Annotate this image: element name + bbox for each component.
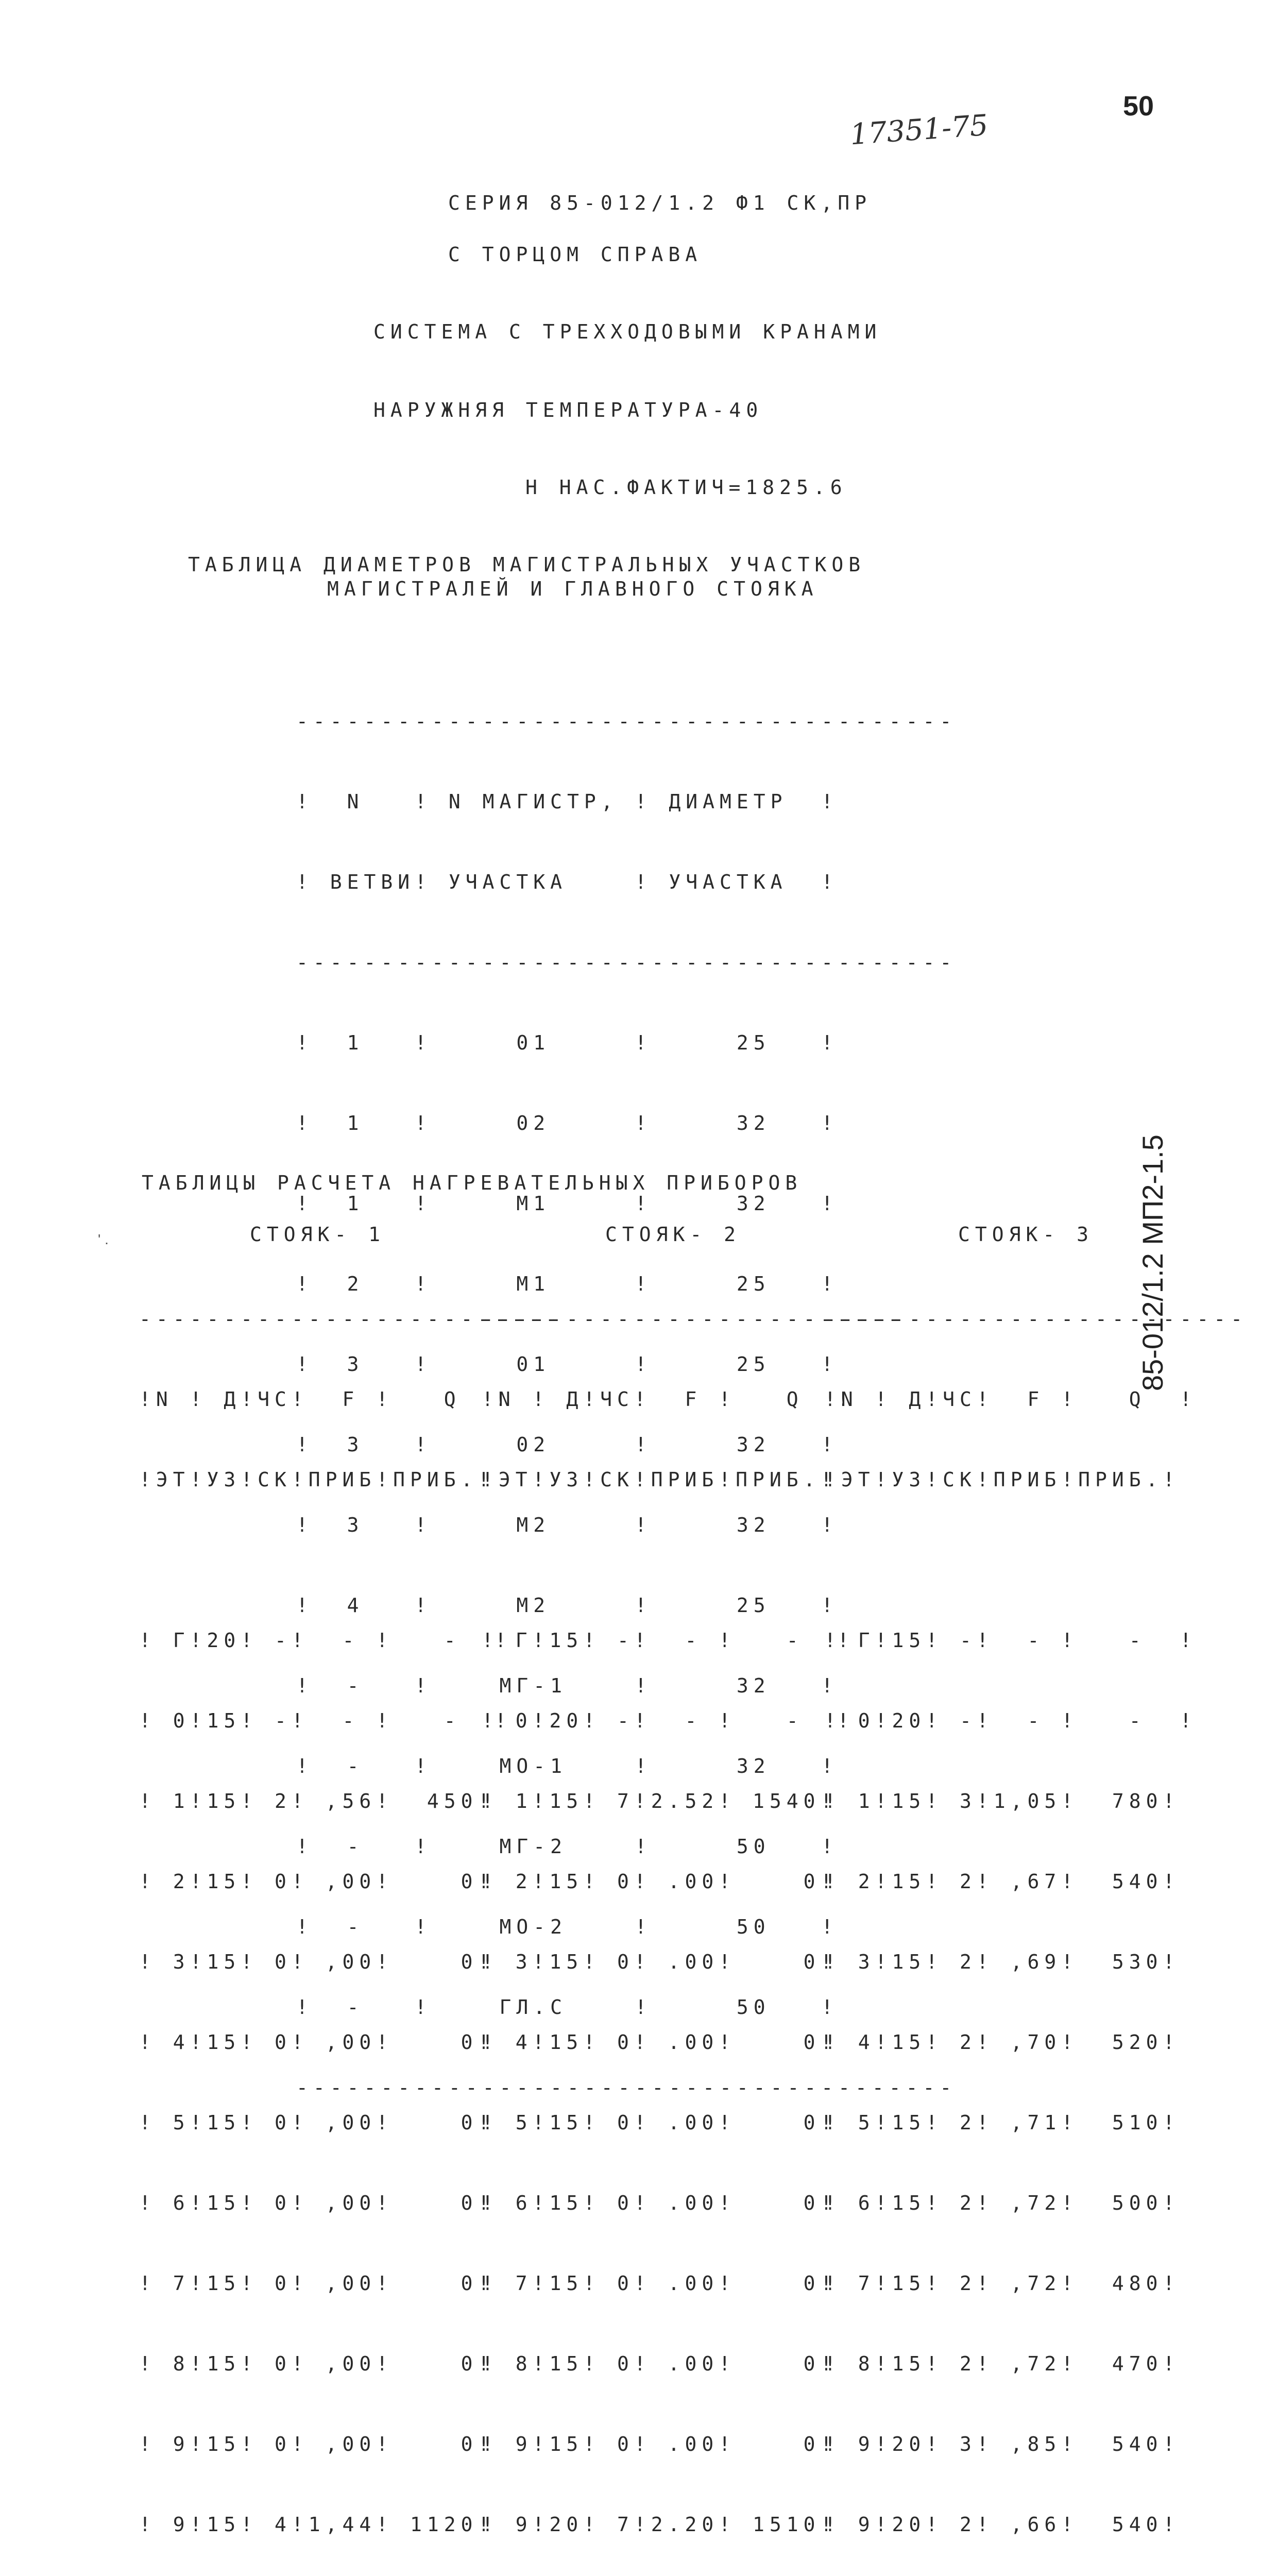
heater-table-row: ! 0!20! -! - ! - ! — [482, 1709, 855, 1732]
h-nas-line: Н НАС.ФАКТИЧ=1825.6 — [525, 476, 847, 499]
heater-table-row: ! 4!15! 0! ,00! 0! — [139, 2031, 495, 2054]
heater-table-row: ! 3!15! 2! ,69! 530! — [824, 1951, 1180, 1973]
diameters-table-row: ! 4 ! М2 ! 25 ! — [296, 1594, 839, 1617]
diameters-table-row: ! - ! ГЛ.С ! 50 ! — [296, 1996, 839, 2019]
heater-table-row: ! 6!15! 0! ,00! 0! — [139, 2192, 495, 2214]
heater-table-row: ! 5!15! 2! ,71! 510! — [824, 2111, 1180, 2134]
heater-table-rule: ------------------------- — [139, 1308, 563, 1330]
heater-table-row: ! 9!15! 0! .00! 0! — [482, 2433, 838, 2455]
heaters-title: ТАБЛИЦЫ РАСЧЕТА НАГРЕВАТЕЛЬНЫХ ПРИБОРОВ — [142, 1172, 803, 1194]
heater-table-row: ! 5!15! 0! ,00! 0! — [139, 2111, 495, 2134]
heater-table-row: ! 3!15! 0! .00! 0! — [482, 1951, 838, 1973]
heater-table-row: ! Г!15! -! - ! - ! — [482, 1629, 855, 1652]
heater-table-row: ! 7!15! 0! .00! 0! — [482, 2272, 838, 2295]
variant-line: С ТОРЦОМ СПРАВА — [448, 243, 703, 266]
diameters-table-row: ! 3 ! 02 ! 32 ! — [296, 1433, 839, 1456]
heater-table-row: ! 2!15! 0! ,00! 0! — [139, 1870, 495, 1893]
heater-table-row: ! 7!15! 0! ,00! 0! — [139, 2272, 495, 2295]
heater-table-row: ! 8!15! 0! .00! 0! — [482, 2352, 838, 2375]
heater-table-rule: ------------------------- — [824, 1308, 1248, 1330]
riser-2-title: СТОЯК- 2 — [605, 1223, 741, 1246]
diameters-table-row: ! - ! МО-2 ! 50 ! — [296, 1916, 839, 1938]
diameters-table-row: ! 3 ! М2 ! 32 ! — [296, 1514, 839, 1536]
diameters-table-row: ! 1 ! 01 ! 25 ! — [296, 1031, 839, 1054]
diameters-table-rule: --------------------------------------- — [296, 2076, 957, 2099]
heater-table-row: ! Г!20! -! - ! - ! — [139, 1629, 512, 1652]
heater-table-header: !ЭТ!УЗ!СК!ПРИБ!ПРИБ.! — [139, 1468, 495, 1491]
series-line: СЕРИЯ 85-012/1.2 Ф1 СК,ПР — [448, 192, 872, 214]
diameters-title-line2: МАГИСТРАЛЕЙ И ГЛАВНОГО СТОЯКА — [327, 578, 819, 600]
heater-table-row: ! 9!15! 0! ,00! 0! — [139, 2433, 495, 2455]
diameters-table-rule: --------------------------------------- — [296, 710, 957, 733]
heater-table-row: ! 6!15! 0! .00! 0! — [482, 2192, 838, 2214]
heater-table-row: ! 1!15! 2! ,56! 450! — [139, 1790, 495, 1812]
diameters-title-line1: ТАБЛИЦА ДИАМЕТРОВ МАГИСТРАЛЬНЫХ УЧАСТКОВ — [188, 553, 866, 576]
heater-table-header: !ЭТ!УЗ!СК!ПРИБ!ПРИБ.! — [824, 1468, 1180, 1491]
heater-table-row: ! 1!15! 3!1,05! 780! — [824, 1790, 1180, 1812]
document-code: 17351-75 — [849, 108, 990, 152]
page-number: 50 — [1123, 91, 1154, 122]
heater-table-row: ! 8!15! 2! ,72! 470! — [824, 2352, 1180, 2375]
diameters-table-row: ! 2 ! М1 ! 25 ! — [296, 1273, 839, 1295]
heater-table-header: !N ! Д!ЧС! F ! Q ! — [824, 1388, 1197, 1411]
diameters-table-row: ! 3 ! 01 ! 25 ! — [296, 1353, 839, 1376]
heater-table-row: ! 4!15! 0! .00! 0! — [482, 2031, 838, 2054]
diameters-table-rule: --------------------------------------- — [296, 951, 957, 974]
diameters-table-row: ! - ! МО-1 ! 32 ! — [296, 1755, 839, 1777]
side-stamp: 85-012/1.2 МП2-1.5 — [1136, 1134, 1169, 1391]
diameters-table-row: ! 1 ! 02 ! 32 ! — [296, 1112, 839, 1134]
riser-3-title: СТОЯК- 3 — [958, 1223, 1094, 1246]
riser-3-table — [824, 1252, 1248, 2576]
heater-table-header: !N ! Д!ЧС! F ! Q ! — [482, 1388, 855, 1411]
heater-table-row: ! 5!15! 0! .00! 0! — [482, 2111, 838, 2134]
diameters-table-row: ! 1 ! М1 ! 32 ! — [296, 1192, 839, 1215]
heater-table-row: ! 6!15! 2! ,72! 500! — [824, 2192, 1180, 2214]
diameters-table-header: ! ВЕТВИ! УЧАСТКА ! УЧАСТКА ! — [296, 871, 839, 893]
heater-table-row: ! 0!20! -! - ! - ! — [824, 1709, 1197, 1732]
heater-table-row: ! Г!15! -! - ! - ! — [824, 1629, 1197, 1652]
heater-table-row: ! 9!20! 2! ,66! 540! — [824, 2513, 1180, 2536]
heater-table-row: ! 9!15! 4!1,44! 1120! — [139, 2513, 495, 2536]
heater-table-spacer — [824, 1547, 1248, 1573]
heater-table-row: ! 4!15! 2! ,70! 520! — [824, 2031, 1180, 2054]
diameters-table-row: ! - ! МГ-2 ! 50 ! — [296, 1835, 839, 1858]
system-line: СИСТЕМА С ТРЕХХОДОВЫМИ КРАНАМИ — [373, 320, 882, 343]
heater-table-row: ! 9!20! 3! ,85! 540! — [824, 2433, 1180, 2455]
heater-table-row: ! 1!15! 7!2.52! 1540! — [482, 1790, 838, 1812]
heater-table-header: !ЭТ!УЗ!СК!ПРИБ!ПРИБ.! — [482, 1468, 838, 1491]
heater-table-row: ! 2!15! 2! ,67! 540! — [824, 1870, 1180, 1893]
scan-speck: ' . — [98, 1231, 109, 1247]
outdoor-temperature-line: НАРУЖНЯЯ ТЕМПЕРАТУРА-40 — [373, 399, 763, 421]
heater-table-row: ! 2!15! 0! .00! 0! — [482, 1870, 838, 1893]
heater-table-row: ! 7!15! 2! ,72! 480! — [824, 2272, 1180, 2295]
heater-table-header: !N ! Д!ЧС! F ! Q ! — [139, 1388, 512, 1411]
diameters-table-row: ! - ! МГ-1 ! 32 ! — [296, 1674, 839, 1697]
heater-table-row: ! 3!15! 0! ,00! 0! — [139, 1951, 495, 1973]
heater-table-rule: ------------------------- — [482, 1308, 905, 1330]
heater-table-row: ! 8!15! 0! ,00! 0! — [139, 2352, 495, 2375]
riser-1-title: СТОЯК- 1 — [250, 1223, 386, 1246]
heater-table-row: ! 9!20! 7!2.20! 1510! — [482, 2513, 838, 2536]
diameters-table-header: ! N ! N МАГИСТР, ! ДИАМЕТР ! — [296, 790, 839, 813]
heater-table-row: ! 0!15! -! - ! - ! — [139, 1709, 512, 1732]
